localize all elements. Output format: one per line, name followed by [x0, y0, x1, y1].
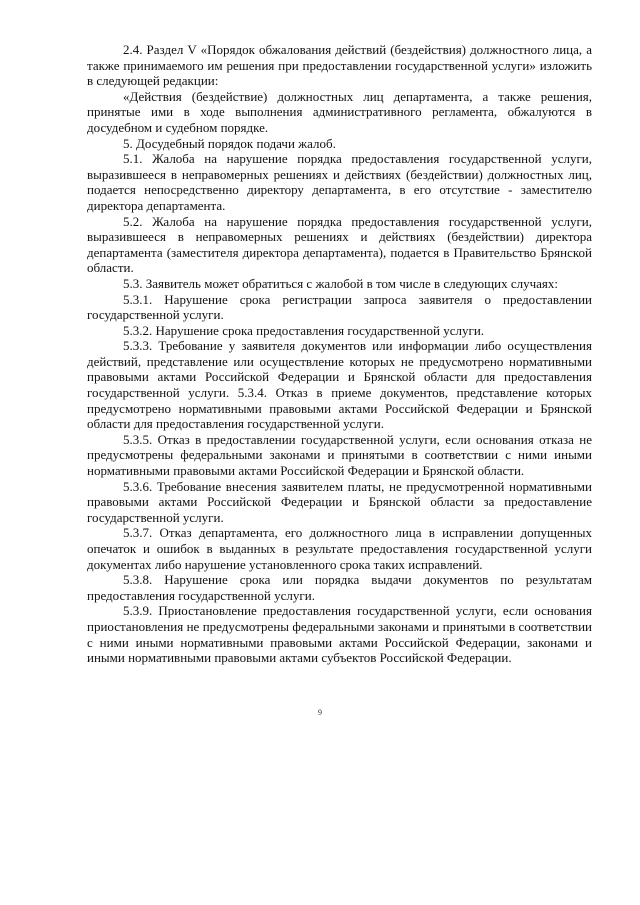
paragraph-5-3-1: 5.3.1. Нарушение срока регистрации запроса заявителя о предоставлении государственной услуги.: [87, 291, 592, 323]
paragraph-5-2: 5.2. Жалоба на нарушение порядка предоставления государственной услуги, выразившееся в неправомерных решениях и действиях (бездействии) директора департамента (заместителя директора департамента), подается в Правительство Брянской области.: [87, 213, 592, 276]
paragraph-5-3-5: 5.3.5. Отказ в предоставлении государственной услуги, если основания отказа не предусмотрены федеральными законами и принятыми в соответствии с ними иными нормативными правовыми актами Российской Федерации и Брянской области.: [87, 431, 592, 479]
paragraph-5-1: 5.1. Жалоба на нарушение порядка предоставления государственной услуги, выразившееся в неправомерных решениях и действиях (бездействии) должностных лиц, подается непосредственно директору департамента, в его отсутствие - заместителю директора департамента.: [87, 151, 592, 213]
paragraph-5-3-2: 5.3.2. Нарушение срока предоставления государственной услуги.: [123, 322, 485, 338]
paragraph-5-3-6: 5.3.6. Требование внесения заявителем платы, не предусмотренной нормативными правовыми актами Российской Федерации и Брянской области за предоставление государственной услуги.: [87, 478, 592, 525]
paragraph-5-3-3: 5.3.3. Требование у заявителя документов или информации либо осуществления действий, представление или осуществление которых не предусмотрено нормативными правовыми актами Российской Федерации и Брянской области для предоставления государственной услуги. 5.3.4. Отказ в приеме документов, представление которых предусмотрено нормативными правовыми актами Российской Федерации и Брянской области для предоставления государственной услуги.: [87, 338, 592, 432]
paragraph-5-3: 5.3. Заявитель может обратиться с жалобой в том числе в следующих случаях:: [123, 275, 558, 291]
document-body: [87, 42, 592, 666]
paragraph-5-3-8: 5.3.8. Нарушение срока или порядка выдачи документов по результатам предоставления государственной услуги.: [87, 572, 592, 603]
paragraph-2-4: 2.4. Раздел V «Порядок обжалования действий (бездействия) должностного лица, а также принимаемого им решения при предоставлении государственной услуги» изложить в следующей редакции:: [87, 42, 592, 89]
paragraph-5: 5. Досудебный порядок подачи жалоб.: [123, 135, 336, 151]
page-number: 9: [318, 708, 322, 717]
paragraph-5-3-7: 5.3.7. Отказ департамента, его должностного лица в исправлении допущенных опечаток и ошибок в выданных в результате предоставления государственной услуги документах либо нарушение установленного срока таких исправлений.: [87, 525, 592, 572]
paragraph-quoted-intro: «Действия (бездействие) должностных лиц департамента, а также решения, принятые ими в ходе выполнения административного регламента, обжалуются в досудебном и судебном порядке.: [87, 88, 592, 135]
paragraph-5-3-9: 5.3.9. Приостановление предоставления государственной услуги, если основания приостановления не предусмотрены федеральными законами и принятыми в соответствии с ними иными нормативными правовыми актами Российской Федерации, законами и иными нормативными правовыми актами субъектов Российской Федерации.: [87, 603, 592, 666]
